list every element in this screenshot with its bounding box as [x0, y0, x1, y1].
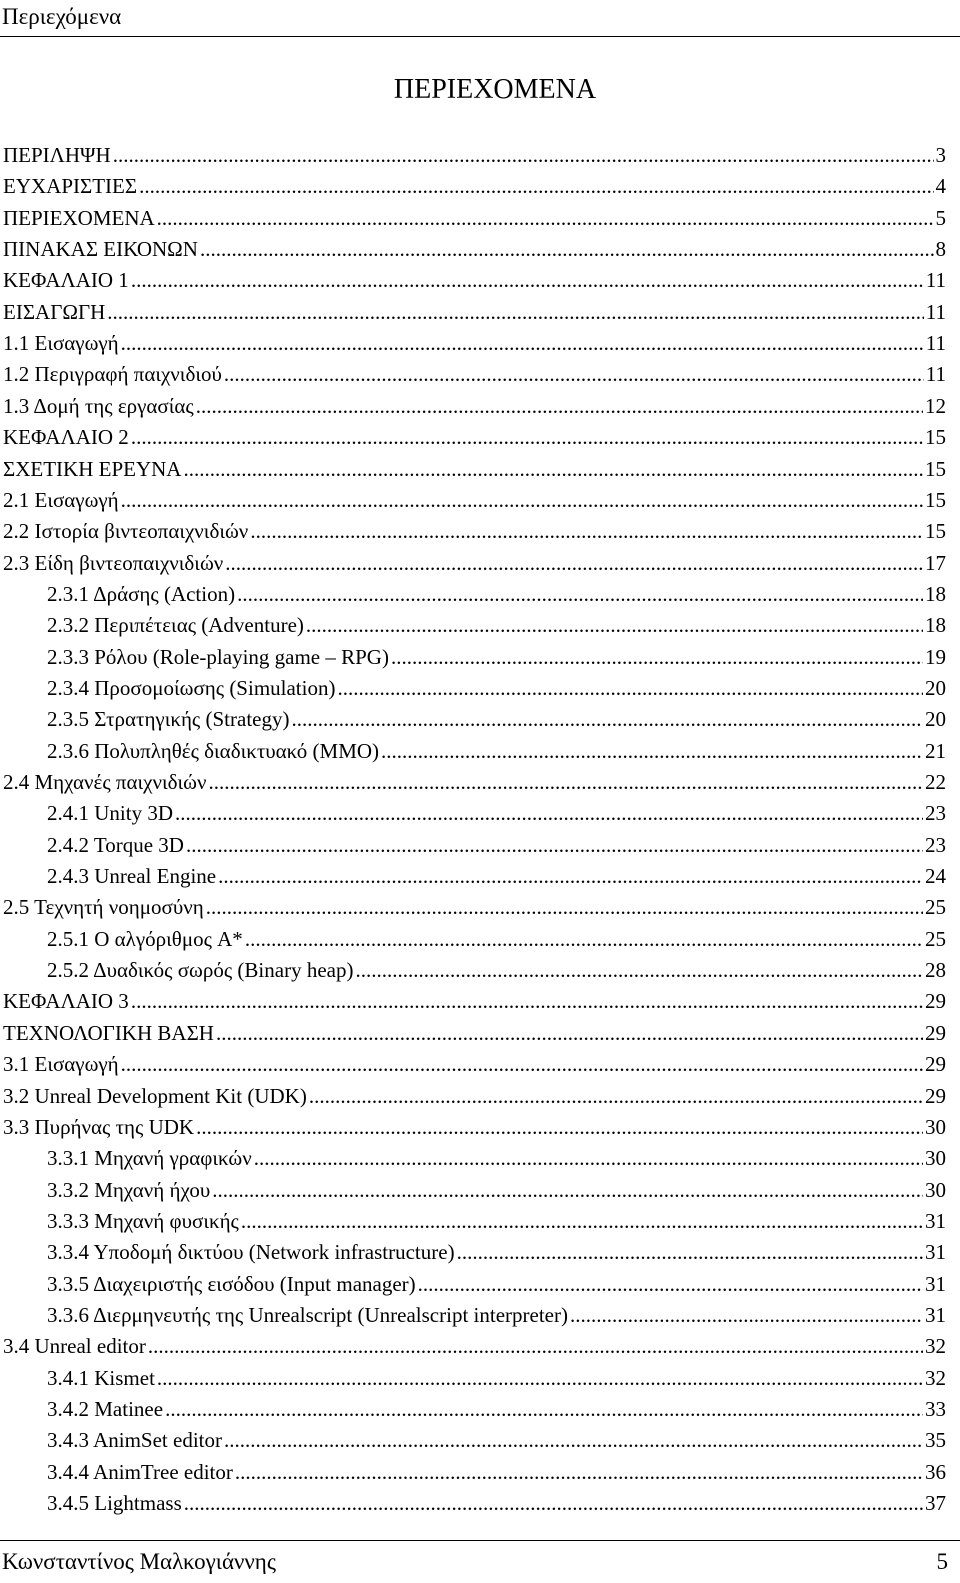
toc-dot-leader: [245, 924, 923, 954]
toc-entry-label: ΚΕΦΑΛΑΙΟ 3: [3, 989, 129, 1014]
toc-entry[interactable]: [3, 485, 946, 515]
toc-entry-page: 5: [935, 205, 946, 230]
toc-entry-label: 3.2 Unreal Development Kit (UDK): [3, 1083, 307, 1108]
toc-entry-page: 29: [925, 1083, 946, 1108]
toc-entry-label: 3.4.4 AnimTree editor: [47, 1459, 233, 1484]
running-footer: [0, 1540, 960, 1583]
toc-dot-leader: [184, 1488, 923, 1518]
toc-entry[interactable]: [3, 391, 946, 421]
toc-entry-page: 11: [925, 331, 946, 356]
toc-dot-leader: [291, 704, 923, 734]
toc-entry-label: 2.3.6 Πολυπληθές διαδικτυακό (MMO): [47, 738, 380, 763]
toc-entry-label: ΣΧΕΤΙΚΗ ΕΡΕΥΝΑ: [3, 456, 182, 481]
toc-entry-label: 2.3.3 Ρόλου (Role-playing game – RPG): [47, 644, 389, 669]
toc-dot-leader: [250, 516, 923, 546]
toc-entry-page: 35: [925, 1428, 946, 1453]
toc-entry[interactable]: [47, 924, 946, 954]
toc-dot-leader: [216, 1018, 923, 1048]
toc-entry-page: 4: [935, 174, 946, 199]
toc-entry-page: 23: [925, 801, 946, 826]
toc-entry[interactable]: [3, 1081, 946, 1111]
toc-dot-leader: [212, 1175, 923, 1205]
toc-entry[interactable]: [47, 1206, 946, 1236]
toc-entry-label: 2.5 Τεχνητή νοημοσύνη: [3, 895, 204, 920]
toc-entry-label: 3.1 Εισαγωγή: [3, 1052, 119, 1077]
toc-dot-leader: [107, 297, 924, 327]
toc-entry-label: 2.4.2 Torque 3D: [47, 832, 184, 857]
toc-entry-page: 18: [925, 613, 946, 638]
toc-entry-page: 25: [925, 926, 946, 951]
toc-entry-page: 28: [925, 958, 946, 983]
toc-dot-leader: [206, 892, 923, 922]
toc-entry[interactable]: [47, 1394, 946, 1424]
toc-entry[interactable]: [3, 171, 946, 201]
toc-dot-leader: [306, 610, 923, 640]
toc-entry[interactable]: [47, 1300, 946, 1330]
toc-entry-page: 31: [925, 1240, 946, 1265]
toc-dot-leader: [196, 1112, 923, 1142]
toc-entry[interactable]: [3, 234, 946, 264]
toc-entry[interactable]: [47, 1269, 946, 1299]
toc-entry-label: 3.4 Unreal editor: [3, 1334, 146, 1359]
toc-entry[interactable]: [47, 1488, 946, 1518]
toc-entry-label: 2.4.3 Unreal Engine: [47, 864, 217, 889]
toc-entry-label: ΕΥΧΑΡΙΣΤΙΕΣ: [3, 174, 138, 199]
toc-entry[interactable]: [47, 673, 946, 703]
toc-entry-label: 2.3.2 Περιπέτειας (Adventure): [47, 613, 304, 638]
toc-entry-label: 3.3.4 Υποδομή δικτύου (Network infrastructure): [47, 1240, 455, 1265]
toc-dot-leader: [241, 1206, 923, 1236]
toc-entry[interactable]: [47, 1425, 946, 1455]
toc-entry-label: 2.5.1 Ο αλγόριθμος A*: [47, 926, 243, 951]
toc-entry-page: 29: [925, 1052, 946, 1077]
toc-entry[interactable]: [3, 1112, 946, 1142]
toc-dot-leader: [121, 1049, 923, 1079]
toc-entry-label: 2.3.1 Δράσης (Action): [47, 581, 236, 606]
toc-entry-page: 30: [925, 1177, 946, 1202]
toc-entry-label: 3.4.3 AnimSet editor: [47, 1428, 222, 1453]
toc-entry-label: ΤΕΧΝΟΛΟΓΙΚΗ ΒΑΣΗ: [3, 1020, 214, 1045]
toc-entry-label: ΠΕΡΙΛΗΨΗ: [3, 143, 111, 167]
toc-entry[interactable]: [3, 454, 946, 484]
toc-entry[interactable]: [47, 798, 946, 828]
toc-dot-leader: [196, 391, 923, 421]
toc-entry-page: 11: [925, 362, 946, 387]
toc-entry-label: 1.3 Δομή της εργασίας: [3, 393, 194, 418]
toc-entry-page: 29: [925, 1020, 946, 1045]
toc-entry-label: 1.2 Περιγραφή παιχνιδιού: [3, 362, 222, 387]
toc-dot-leader: [200, 234, 934, 264]
toc-entry-label: 2.1 Εισαγωγή: [3, 487, 119, 512]
toc-entry[interactable]: [3, 548, 946, 578]
toc-entry-page: 20: [925, 675, 946, 700]
toc-entry-page: 30: [925, 1114, 946, 1139]
toc-dot-leader: [337, 673, 923, 703]
toc-entry-label: ΕΙΣΑΓΩΓΗ: [3, 299, 106, 324]
toc-entry-label: 2.3.5 Στρατηγικής (Strategy): [47, 707, 290, 732]
toc-dot-leader: [175, 798, 923, 828]
toc-entry[interactable]: [3, 516, 946, 546]
toc-dot-leader: [131, 986, 923, 1016]
toc-entry-page: 22: [925, 770, 946, 794]
toc-entry-page: 32: [925, 1365, 946, 1390]
toc-entry-page: 12: [925, 393, 946, 418]
toc-entry[interactable]: [3, 140, 946, 170]
toc-dot-leader: [237, 579, 923, 609]
toc-dot-leader: [254, 1143, 923, 1173]
toc-dot-leader: [113, 140, 934, 170]
toc-entry-page: 32: [925, 1334, 946, 1359]
toc-entry-page: 30: [925, 1146, 946, 1171]
toc-entry-page: 15: [925, 519, 946, 544]
toc-entry-page: 33: [925, 1397, 946, 1421]
toc-entry-page: 21: [925, 738, 946, 763]
toc-entry-page: 24: [925, 864, 946, 889]
toc-entry-label: 3.3.2 Μηχανή ήχου: [47, 1177, 211, 1202]
toc-entry-label: ΚΕΦΑΛΑΙΟ 2: [3, 425, 129, 450]
toc-entry-page: 11: [925, 299, 946, 324]
toc-entry[interactable]: [47, 1363, 946, 1393]
toc-entry-label: 3.3.6 Διερμηνευτής της Unrealscript (Unrealscript interpreter): [47, 1302, 568, 1327]
toc-entry-page: 11: [925, 268, 946, 293]
toc-dot-leader: [355, 955, 923, 985]
toc-entry[interactable]: [3, 328, 946, 358]
toc-entry[interactable]: [47, 610, 946, 640]
toc-entry-label: 2.4.1 Unity 3D: [47, 801, 173, 826]
toc-entry-label: 2.3 Είδη βιντεοπαιχνιδιών: [3, 550, 224, 575]
page-title: ΠΕΡΙΕΧΟΜΕΝΑ: [393, 74, 597, 105]
toc-entry[interactable]: [47, 642, 946, 672]
footer-author: Κωνσταντίνος Μαλκογιάννης: [2, 1549, 276, 1574]
footer-page-number: 5: [936, 1549, 948, 1574]
running-header: [0, 2, 960, 37]
toc-entry-label: 3.3.5 Διαχειριστής εισόδου (Input manager): [47, 1271, 416, 1296]
toc-dot-leader: [418, 1269, 923, 1299]
toc-entry-page: 18: [925, 581, 946, 606]
toc-entry[interactable]: [3, 767, 946, 797]
toc-dot-leader: [224, 1425, 923, 1455]
toc-entry[interactable]: [47, 736, 946, 766]
toc-entry[interactable]: [47, 704, 946, 734]
toc-dot-leader: [139, 171, 933, 201]
toc-entry-page: 20: [925, 707, 946, 732]
toc-entry-label: 2.5.2 Δυαδικός σωρός (Binary heap): [47, 958, 354, 983]
toc-entry-label: 2.2 Ιστορία βιντεοπαιχνιδιών: [3, 519, 249, 544]
toc-entry-page: 37: [925, 1491, 946, 1516]
toc-entry[interactable]: [3, 203, 946, 233]
toc-dot-leader: [183, 454, 923, 484]
toc-entry-label: 2.3.4 Προσομοίωσης (Simulation): [47, 675, 336, 700]
toc-entry-label: 2.4 Μηχανές παιχνιδιών: [3, 770, 207, 794]
toc-dot-leader: [309, 1081, 923, 1111]
toc-entry-page: 8: [935, 237, 946, 262]
toc-entry-page: 31: [925, 1302, 946, 1327]
toc-dot-leader: [157, 203, 934, 233]
toc-entry-label: 1.1 Εισαγωγή: [3, 331, 119, 356]
toc-entry-label: ΠΙΝΑΚΑΣ ΕΙΚΟΝΩΝ: [3, 237, 198, 262]
toc-entry[interactable]: [3, 892, 946, 922]
toc-dot-leader: [457, 1237, 923, 1267]
toc-dot-leader: [131, 422, 923, 452]
toc-dot-leader: [157, 1363, 923, 1393]
toc-entry-page: 19: [925, 644, 946, 669]
header-section-title: Περιεχόμενα: [2, 4, 122, 29]
toc-entry-page: 3: [935, 143, 946, 167]
toc-dot-leader: [121, 328, 924, 358]
toc-entry[interactable]: [47, 1143, 946, 1173]
toc-entry-page: 15: [925, 487, 946, 512]
toc-dot-leader: [165, 1394, 923, 1424]
toc-entry-page: 25: [925, 895, 946, 920]
toc-entry-label: 3.3 Πυρήνας της UDK: [3, 1114, 195, 1139]
toc-entry[interactable]: [47, 1457, 946, 1487]
toc-dot-leader: [225, 548, 923, 578]
toc-entry[interactable]: [3, 422, 946, 452]
toc-entry-page: 31: [925, 1271, 946, 1296]
toc-entry-label: ΠΕΡΙΕΧΟΜΕΝΑ: [3, 205, 155, 230]
toc-entry-label: 3.3.1 Μηχανή γραφικών: [47, 1146, 252, 1171]
toc-entry-label: 3.3.3 Μηχανή φυσικής: [47, 1208, 239, 1233]
toc-entry[interactable]: [47, 861, 946, 891]
toc-entry-label: 3.4.1 Kismet: [47, 1365, 155, 1390]
toc-dot-leader: [218, 861, 923, 891]
toc-entry-page: 36: [925, 1459, 946, 1484]
toc-dot-leader: [381, 736, 923, 766]
toc-entry-page: 23: [925, 832, 946, 857]
toc-entry[interactable]: [3, 986, 946, 1016]
toc-entry[interactable]: [47, 579, 946, 609]
toc-entry[interactable]: [3, 265, 946, 295]
toc-entry[interactable]: [3, 1018, 946, 1048]
toc-dot-leader: [121, 485, 923, 515]
toc-dot-leader: [235, 1457, 923, 1487]
toc-entry[interactable]: [3, 297, 946, 327]
toc-entry-label: 3.4.5 Lightmass: [47, 1491, 182, 1516]
toc-entry[interactable]: [47, 830, 946, 860]
toc-dot-leader: [186, 830, 923, 860]
toc-dot-leader: [570, 1300, 923, 1330]
toc-entry-page: 31: [925, 1208, 946, 1233]
toc-entry[interactable]: [47, 1237, 946, 1267]
toc-entry[interactable]: [3, 1049, 946, 1079]
toc-dot-leader: [148, 1331, 923, 1361]
toc-entry[interactable]: [3, 359, 946, 389]
toc-entry-label: ΚΕΦΑΛΑΙΟ 1: [3, 268, 129, 293]
toc-dot-leader: [208, 767, 923, 797]
toc-entry-page: 15: [925, 425, 946, 450]
toc-entry[interactable]: [47, 955, 946, 985]
toc-entry[interactable]: [47, 1175, 946, 1205]
toc-dot-leader: [131, 265, 924, 295]
toc-entry[interactable]: [3, 1331, 946, 1361]
toc-entry-page: 15: [925, 456, 946, 481]
toc-dot-leader: [224, 359, 924, 389]
toc-entry-label: 3.4.2 Matinee: [47, 1397, 164, 1421]
toc-entry-page: 17: [925, 550, 946, 575]
toc-entry-page: 29: [925, 989, 946, 1014]
toc-dot-leader: [391, 642, 923, 672]
